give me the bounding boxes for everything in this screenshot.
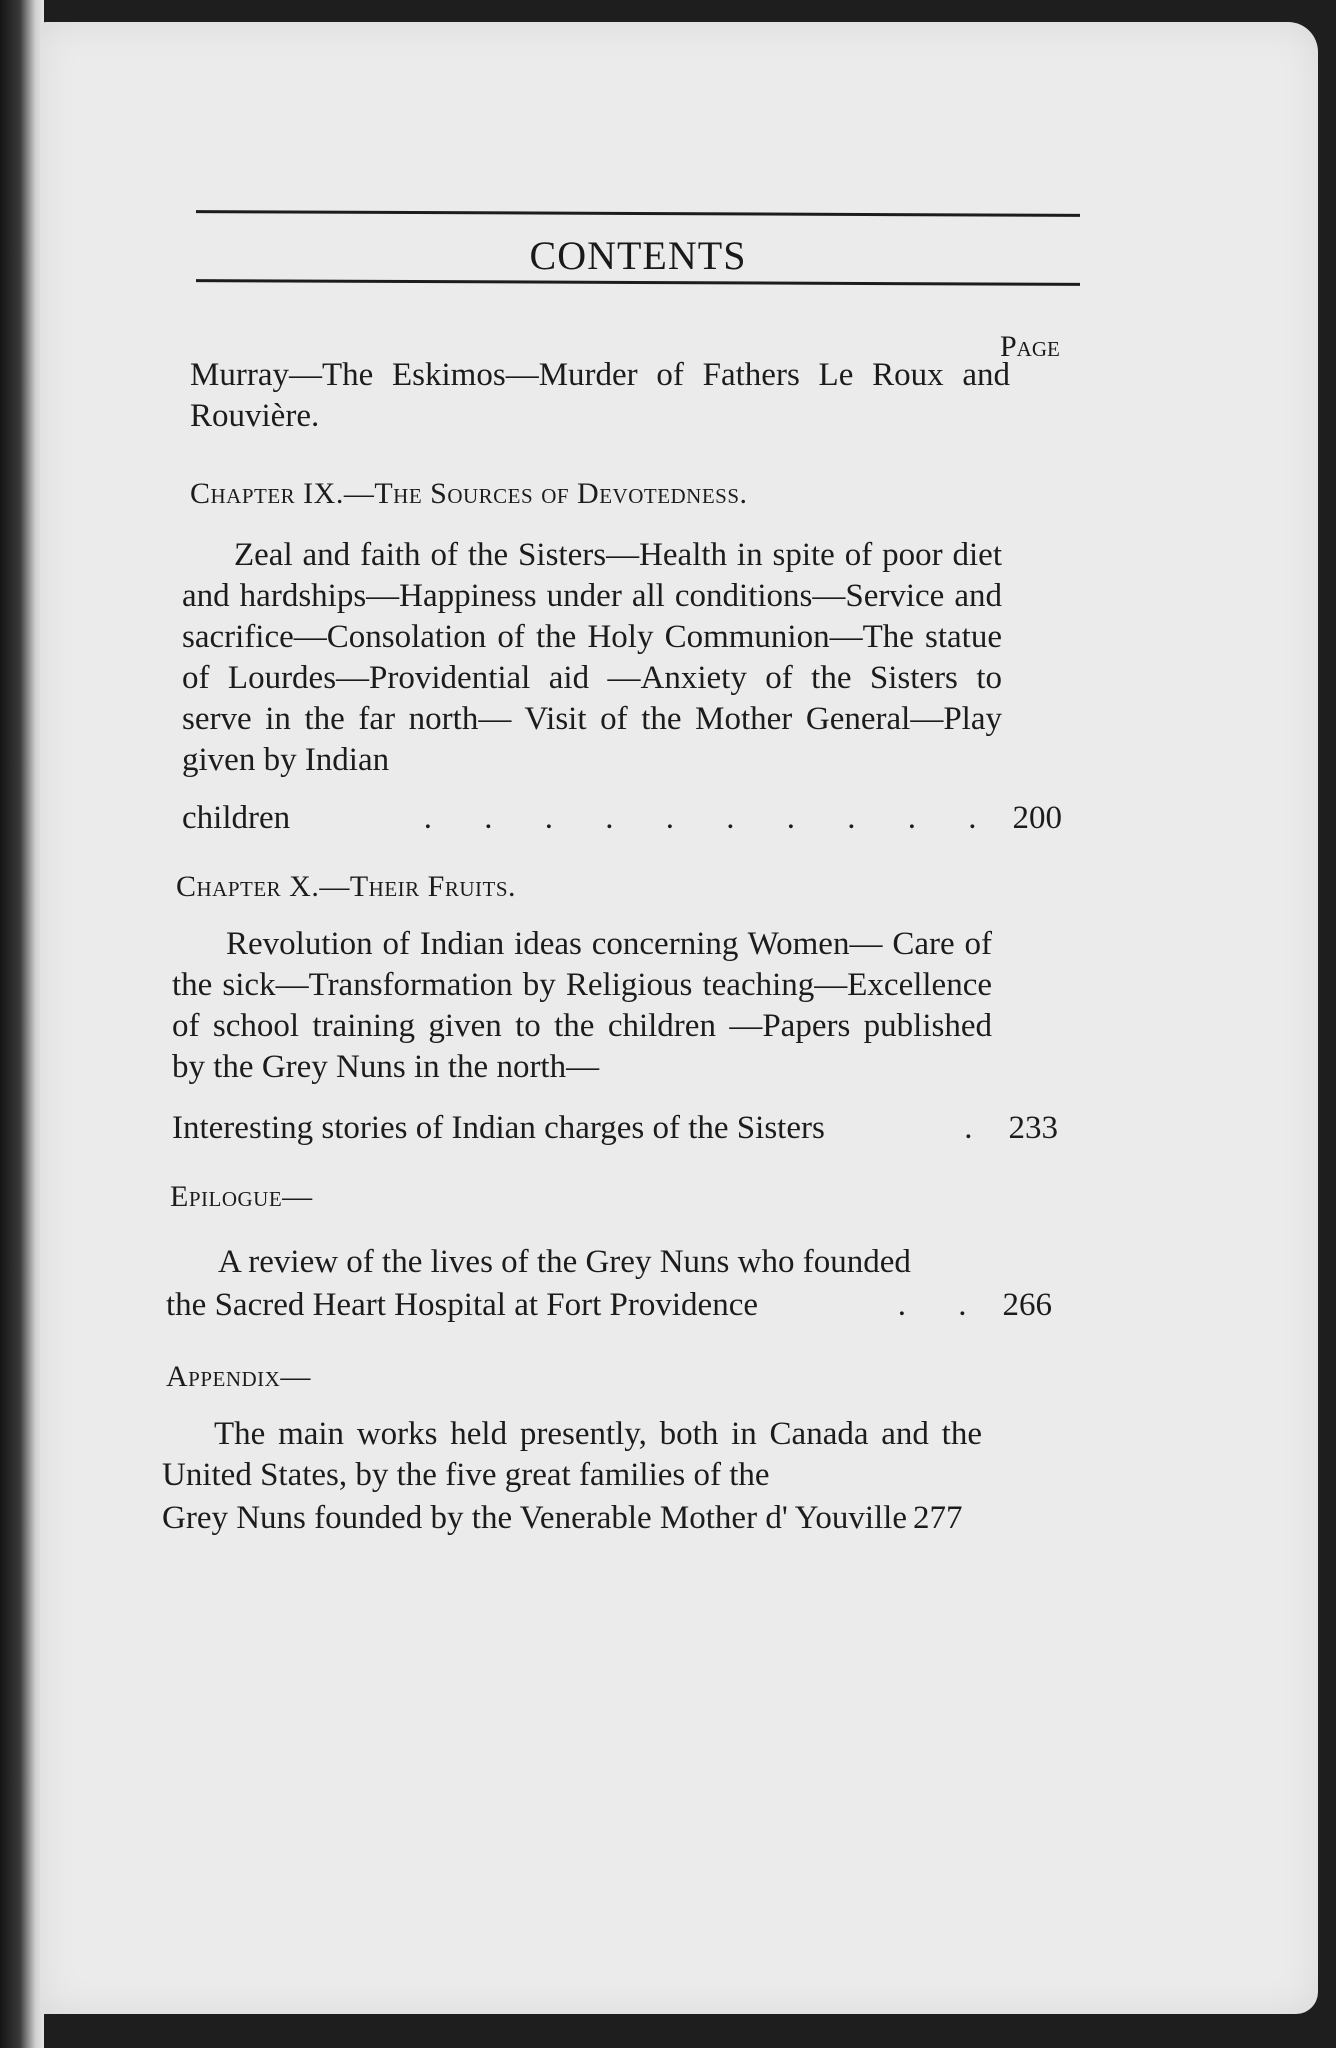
epilogue-page-number: 266 (1002, 1287, 1052, 1323)
chapter-10-summary: Revolution of Indian ideas concerning Women— Care of the sick—Transformation by Religious teaching—Excellence of school training given to the children —Papers published by the Grey Nuns in the north— (172, 926, 992, 1085)
chapter-10-heading: Chapter X.—Their Fruits. (176, 870, 517, 903)
appendix-page-number: 277 (912, 1500, 963, 1536)
leader-dots: . . (897, 1287, 989, 1323)
epilogue-last-line: the Sacred Heart Hospital at Fort Providence (166, 1287, 758, 1323)
appendix-heading: Appendix— (166, 1360, 311, 1393)
leader-dots: . . . . . . . . . . (423, 800, 999, 836)
chapter-10-last-line: Interesting stories of Indian charges of the Sisters (172, 1110, 825, 1146)
appendix-page-row (162, 1500, 1054, 1537)
chapter-10-page-row (172, 1110, 1058, 1147)
page-title: CONTENTS (529, 233, 747, 278)
book-spine (0, 0, 44, 2048)
chapter-9-page-number: 200 (1012, 800, 1062, 836)
chapter-9-last-line: children (182, 800, 291, 836)
leader-dots: . (964, 1110, 995, 1146)
epilogue-summary: A review of the lives of the Grey Nuns who founded (218, 1244, 911, 1280)
chapter-9-heading: Chapter IX.—The Sources of Devotedness. (190, 477, 748, 510)
chapter-10-page-number: 233 (1008, 1110, 1058, 1146)
epilogue-page-row (166, 1287, 1052, 1324)
continued-entry-text: Murray—The Eskimos—Murder of Fathers Le Roux and Rouvière. (190, 357, 1010, 434)
page-column-label: Page (1000, 330, 1060, 363)
chapter-9-summary: Zeal and faith of the Sisters—Health in spite of poor diet and hardships—Happiness under all conditions—Service and sacrifice—Consolation of the Holy Communion—The statue of Lourdes—Providential aid —Anxiety of the Sisters to serve in the far north— Visit of the Mother General—Play given by Indian (182, 537, 1002, 778)
appendix-last-line: Grey Nuns founded by the Venerable Mother d' Youville (162, 1500, 907, 1536)
appendix-summary: The main works held presently, both in Canada and the United States, by the five great families of the (162, 1416, 982, 1493)
epilogue-heading: Epilogue— (170, 1180, 313, 1213)
chapter-9-page-row (182, 800, 1062, 837)
